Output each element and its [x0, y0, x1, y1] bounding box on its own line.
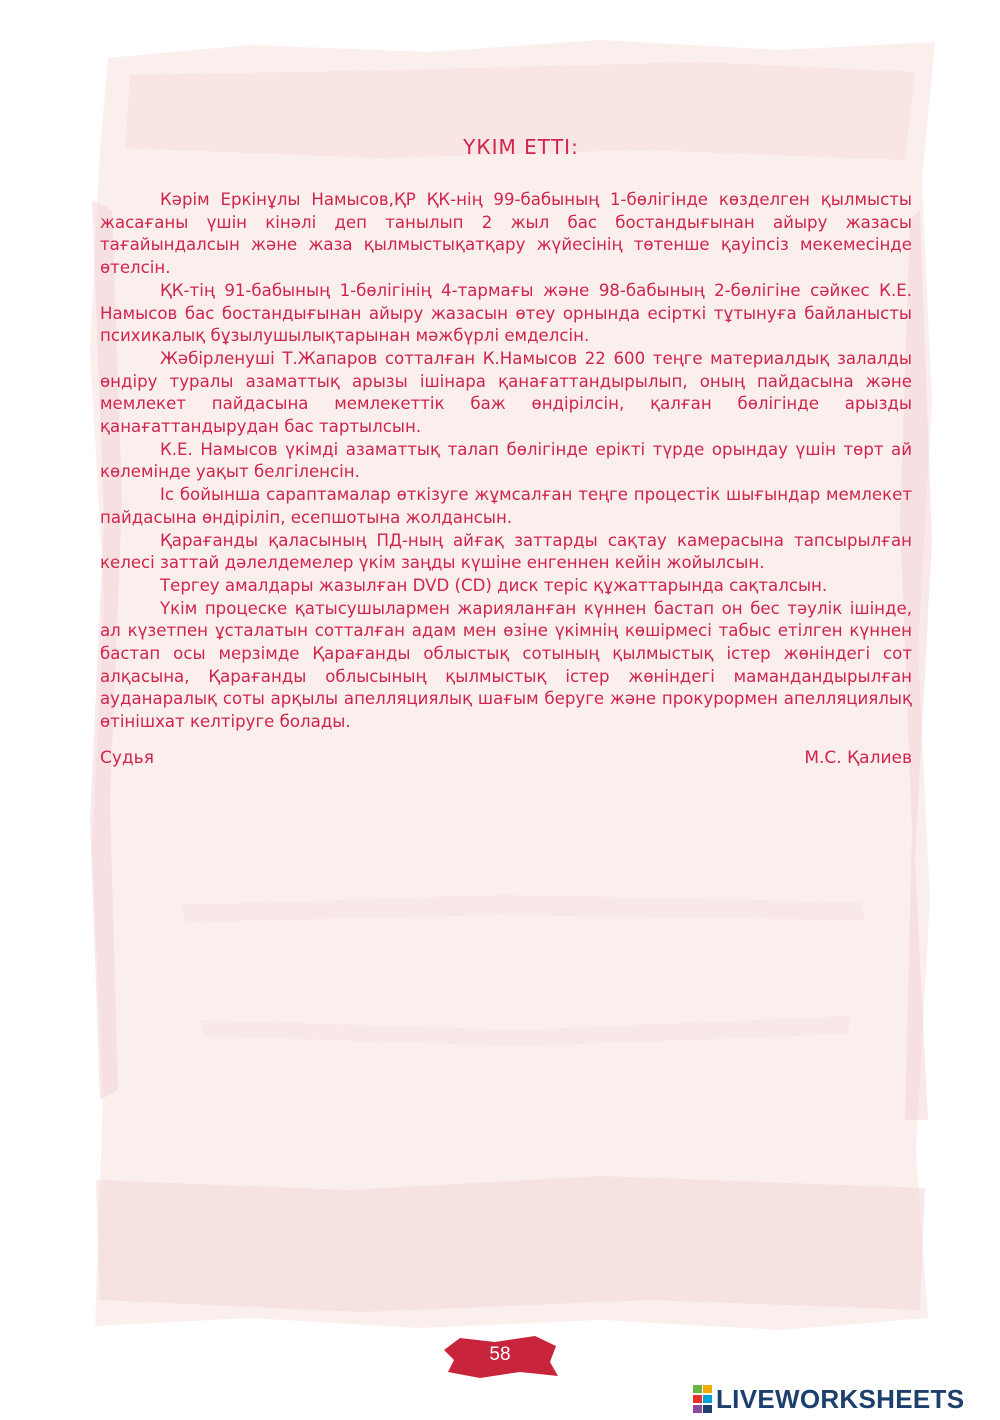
page-number: 58	[489, 1344, 511, 1365]
document-body	[100, 135, 912, 768]
paragraph-evidence-destruction: Қарағанды қаласының ПД-ның айғақ заттарды сақтау камерасына тапсырылған келесі заттай дәлелдемелер үкім заңды күшіне енгеннен кейін жойылсын.	[100, 530, 912, 573]
paragraph-expert-costs: Іс бойынша сараптамалар өткізуге жұмсалған теңге процестік шығындар мемлекет пайдасына өндіріліп, есепшотына жолдансын.	[100, 485, 912, 527]
paragraph-medical-treatment: ҚК-тің 91-бабының 1-бөлігінің 4-тармағы және 98-бабының 2-бөлігіне сәйкес К.Е. Намысов бас бостандығынан айыру жазасын өтеу орнында есірткі тұтынуға байланысты психикалық бұзылушылықтарынан мәжбүрлі емделсін.	[100, 280, 912, 346]
signature-title: Судья	[100, 747, 154, 768]
paragraph-appeal-rights: Үкім процеске қатысушылармен жарияланған күннен бастап он бес тәулік ішінде, ал күзетпен ұсталатын сотталған адам мен өзіне үкімнің көшірмесі табыс етілген күннен бастап осы мерзімде Қарағанды облыстық сотының қылмыстық істер жөніндегі сот алқасына, Қарағанды облысының қылмыстық істер жөніндегі мамандандырылған ауданаралық соты арқылы апелляциялық шағым беруге және прокурормен апелляциялық өтінішхат келтіруге болады.	[100, 598, 912, 732]
liveworksheets-logo-icon	[692, 1384, 714, 1414]
paragraph-sentence: Кәрім Еркінұлы Намысов,ҚР ҚК-нің 99-бабының 1-бөлігінде көзделген қылмысты жасағаны үшін кінәлі деп танылып 2 жыл бас бостандығынан айыру жазасы тағайындалсын және жаза қылмыстықатқару жүйесінің төтенше қауіпсіз мекемесінде өтелсін.	[100, 190, 912, 278]
page-number-badge	[440, 1332, 560, 1380]
document-heading: ҮКІМ ЕТТІ:	[463, 135, 579, 159]
signature-row	[100, 748, 912, 768]
liveworksheets-logo-text: LIVEWORKSHEETS	[716, 1383, 965, 1414]
paragraph-voluntary-execution: К.Е. Намысов үкімді азаматтық талап бөлігінде ерікті түрде орындау үшін төрт ай көлемінде уақыт белгіленсін.	[100, 439, 912, 482]
signature-name: М.С. Қалиев	[804, 747, 912, 768]
liveworksheets-logo[interactable]	[692, 1383, 964, 1415]
paragraph-civil-claim: Жәбірленуші Т.Жапаров сотталған К.Намысов 22 600 теңге материалдық залалды өндіру туралы азаматтық арызы ішінара қанағаттандырылып, оның пайдасына және мемлекет пайдасына мемлекеттік баж өндірілсін, қалған бөлігінде арызды қанағаттандырудан бас тартылсын.	[100, 348, 912, 437]
paragraph-dvd-storage: Тергеу амалдары жазылған DVD (CD) диск теріс құжаттарында сақталсын.	[160, 575, 828, 595]
